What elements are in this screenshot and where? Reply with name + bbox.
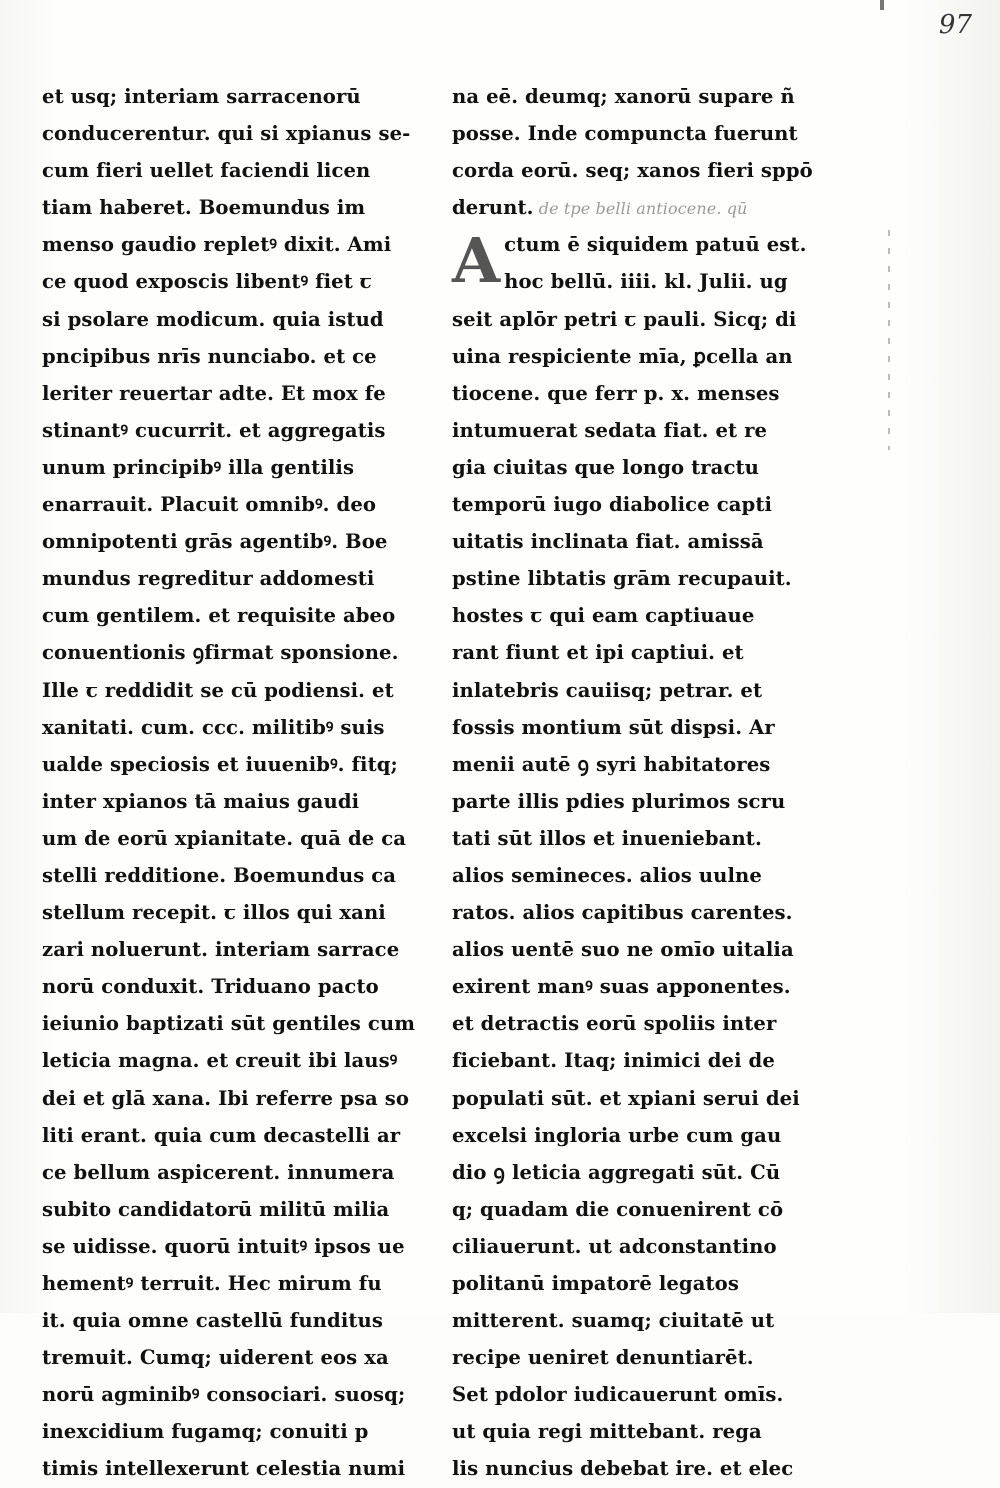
folio-number: 97 [938, 10, 972, 40]
text-line: hoc bellū. iiii. kl. Julii. ug [504, 270, 788, 294]
text-line: q; quadam die conuenirent cō [452, 1197, 784, 1221]
text-line: omnipotenti grās agentibꝰ. Boe [42, 530, 388, 554]
text-line: ce quod exposcis libentꝰ fiet ꞇ [42, 270, 372, 294]
text-line: excelsi ingloria urbe cum gau [452, 1123, 782, 1147]
text-line: norū agminibꝰ consociari. suosq; [42, 1383, 406, 1407]
text-line: subito candidatorū militū milia [42, 1197, 390, 1221]
text-line: liti erant. quia cum decastelli ar [42, 1123, 401, 1147]
text-line: cum fieri uellet faciendi licen [42, 159, 371, 183]
text-line: uina respiciente mīa, ꝑcella an [452, 344, 793, 368]
text-line: ieiunio baptizati sūt gentiles cum [42, 1012, 416, 1036]
text-line: politanū impatorē legatos [452, 1272, 739, 1295]
text-line: conducerentur. qui si xpianus se- [42, 122, 411, 146]
decorated-initial: A [452, 224, 501, 298]
text-line: derunt. de tpe belli antiocene. qū [452, 196, 748, 220]
text-line: it. quia omne castellū funditus [42, 1309, 383, 1333]
text-line: mundus regreditur addomesti [42, 567, 375, 591]
text-line: ratos. alios capitibus carentes. [452, 901, 793, 925]
text-line: temporū iugo diabolice capti [452, 493, 773, 517]
text-line: hostes ꞇ qui eam captiuaue [452, 604, 755, 628]
text-line: et usq; interiam sarracenorū [42, 85, 361, 108]
text-line: recipe ueniret denuntiarēt. [452, 1346, 754, 1370]
text-line: seit aplōr petri ꞇ pauli. Sicq; di [452, 307, 797, 331]
page-mark [880, 0, 884, 10]
text-line: stelli redditione. Boemundus ca [42, 863, 397, 887]
text-line: lis nuncius debebat ire. et elec [452, 1457, 794, 1481]
text-line: corda eorū. seq; xanos fieri sppō [452, 159, 813, 183]
text-line: um de eorū xpianitate. quā de ca [42, 826, 407, 850]
text-line: posse. Inde compuncta fuerunt [452, 122, 798, 146]
text-line: stellum recepit. ꞇ illos qui xani [42, 901, 386, 925]
text-line: menii autē ꝯ syri habitatores [452, 752, 771, 776]
text-line: ut quia regi mittebant. rega [452, 1420, 762, 1444]
text-line: inlatebris cauiisq; petrar. et [452, 678, 763, 702]
text-line: unum principibꝰ illa gentilis [42, 455, 355, 479]
text-line: ciliauerunt. ut adconstantino [452, 1234, 777, 1258]
text-line: tiam haberet. Boemundus im [42, 196, 366, 220]
text-line: si psolare modicum. quia istud [42, 307, 384, 331]
text-line: pstine libtatis grām recupauit. [452, 567, 792, 591]
text-line: alios uentē suo ne omīo uitalia [452, 938, 794, 962]
margin-ruling [888, 230, 890, 450]
text-line: exirent manꝰ suas apponentes. [452, 975, 791, 999]
text-line: dio ꝯ leticia aggregati sūt. Cū [452, 1160, 781, 1184]
text-line: ce bellum aspicerent. innumera [42, 1160, 395, 1184]
text-line: uitatis inclinata fiat. amissā [452, 530, 764, 554]
text-line: menso gaudio repletꝰ dixit. Ami [42, 233, 392, 257]
text-line: tiocene. que ferr p. x. menses [452, 381, 780, 405]
text-line: pncipibus nrīs nunciabo. et ce [42, 344, 377, 368]
text-line: xanitati. cum. ccc. militibꝰ suis [42, 715, 385, 739]
right-text-column [452, 78, 847, 1488]
text-line: conuentionis ꝯfirmat sponsione. [42, 641, 399, 665]
text-line: parte illis pdies plurimos scru [452, 789, 786, 813]
text-line: ficiebant. Itaq; inimici dei de [452, 1049, 775, 1073]
text-line: se uidisse. quorū intuitꝰ ipsos ue [42, 1234, 405, 1258]
text-line: tremuit. Cumq; uiderent eos xa [42, 1346, 389, 1370]
text-line: gia ciuitas que longo tractu [452, 455, 760, 479]
text-line: dei et glā xana. Ibi referre psa so [42, 1086, 409, 1110]
text-line: populati sūt. et xpiani serui dei [452, 1086, 800, 1110]
text-line: rant fiunt et ipi captiui. et [452, 641, 744, 665]
text-line: fossis montium sūt dispsi. Ar [452, 715, 775, 739]
text-line: timis intellexerunt celestia numi [42, 1457, 406, 1481]
text-line: zari noluerunt. interiam sarrace [42, 938, 400, 962]
text-line: Ille ꞇ reddidit se cū podiensi. et [42, 678, 394, 702]
text-line: intumuerat sedata fiat. et re [452, 418, 768, 442]
text-line: ualde speciosis et iuuenibꝰ. fitq; [42, 752, 398, 776]
text-line: leticia magna. et creuit ibi lausꝰ [42, 1049, 398, 1073]
rubric-heading: de tpe belli antiocene. qū [533, 199, 748, 219]
text-line: cum gentilem. et requisite abeo [42, 604, 396, 628]
text-line: na eē. deumq; xanorū supare ñ [452, 85, 795, 108]
text-line: mitterent. suamq; ciuitatē ut [452, 1309, 775, 1333]
text-line: ctum ē siquidem patuū est. [504, 233, 807, 257]
text-line: et detractis eorū spoliis inter [452, 1012, 777, 1036]
text-line: stinantꝰ cucurrit. et aggregatis [42, 418, 386, 442]
left-text-column [42, 78, 437, 1488]
text-line: leriter reuertar adte. Et mox fe [42, 381, 386, 405]
text-line: inexcidium fugamq; conuiti p [42, 1420, 369, 1444]
text-line: norū conduxit. Triduano pacto [42, 975, 379, 999]
text-line: tati sūt illos et inueniebant. [452, 826, 762, 850]
text-line: hementꝰ terruit. Hec mirum fu [42, 1272, 382, 1295]
text-line: enarrauit. Placuit omnibꝰ. deo [42, 493, 377, 517]
text-line: inter xpianos tā maius gaudi [42, 789, 360, 813]
text-line: alios semineces. alios uulne [452, 863, 762, 887]
text-line: Set pdolor iudicauerunt omīs. [452, 1383, 784, 1407]
